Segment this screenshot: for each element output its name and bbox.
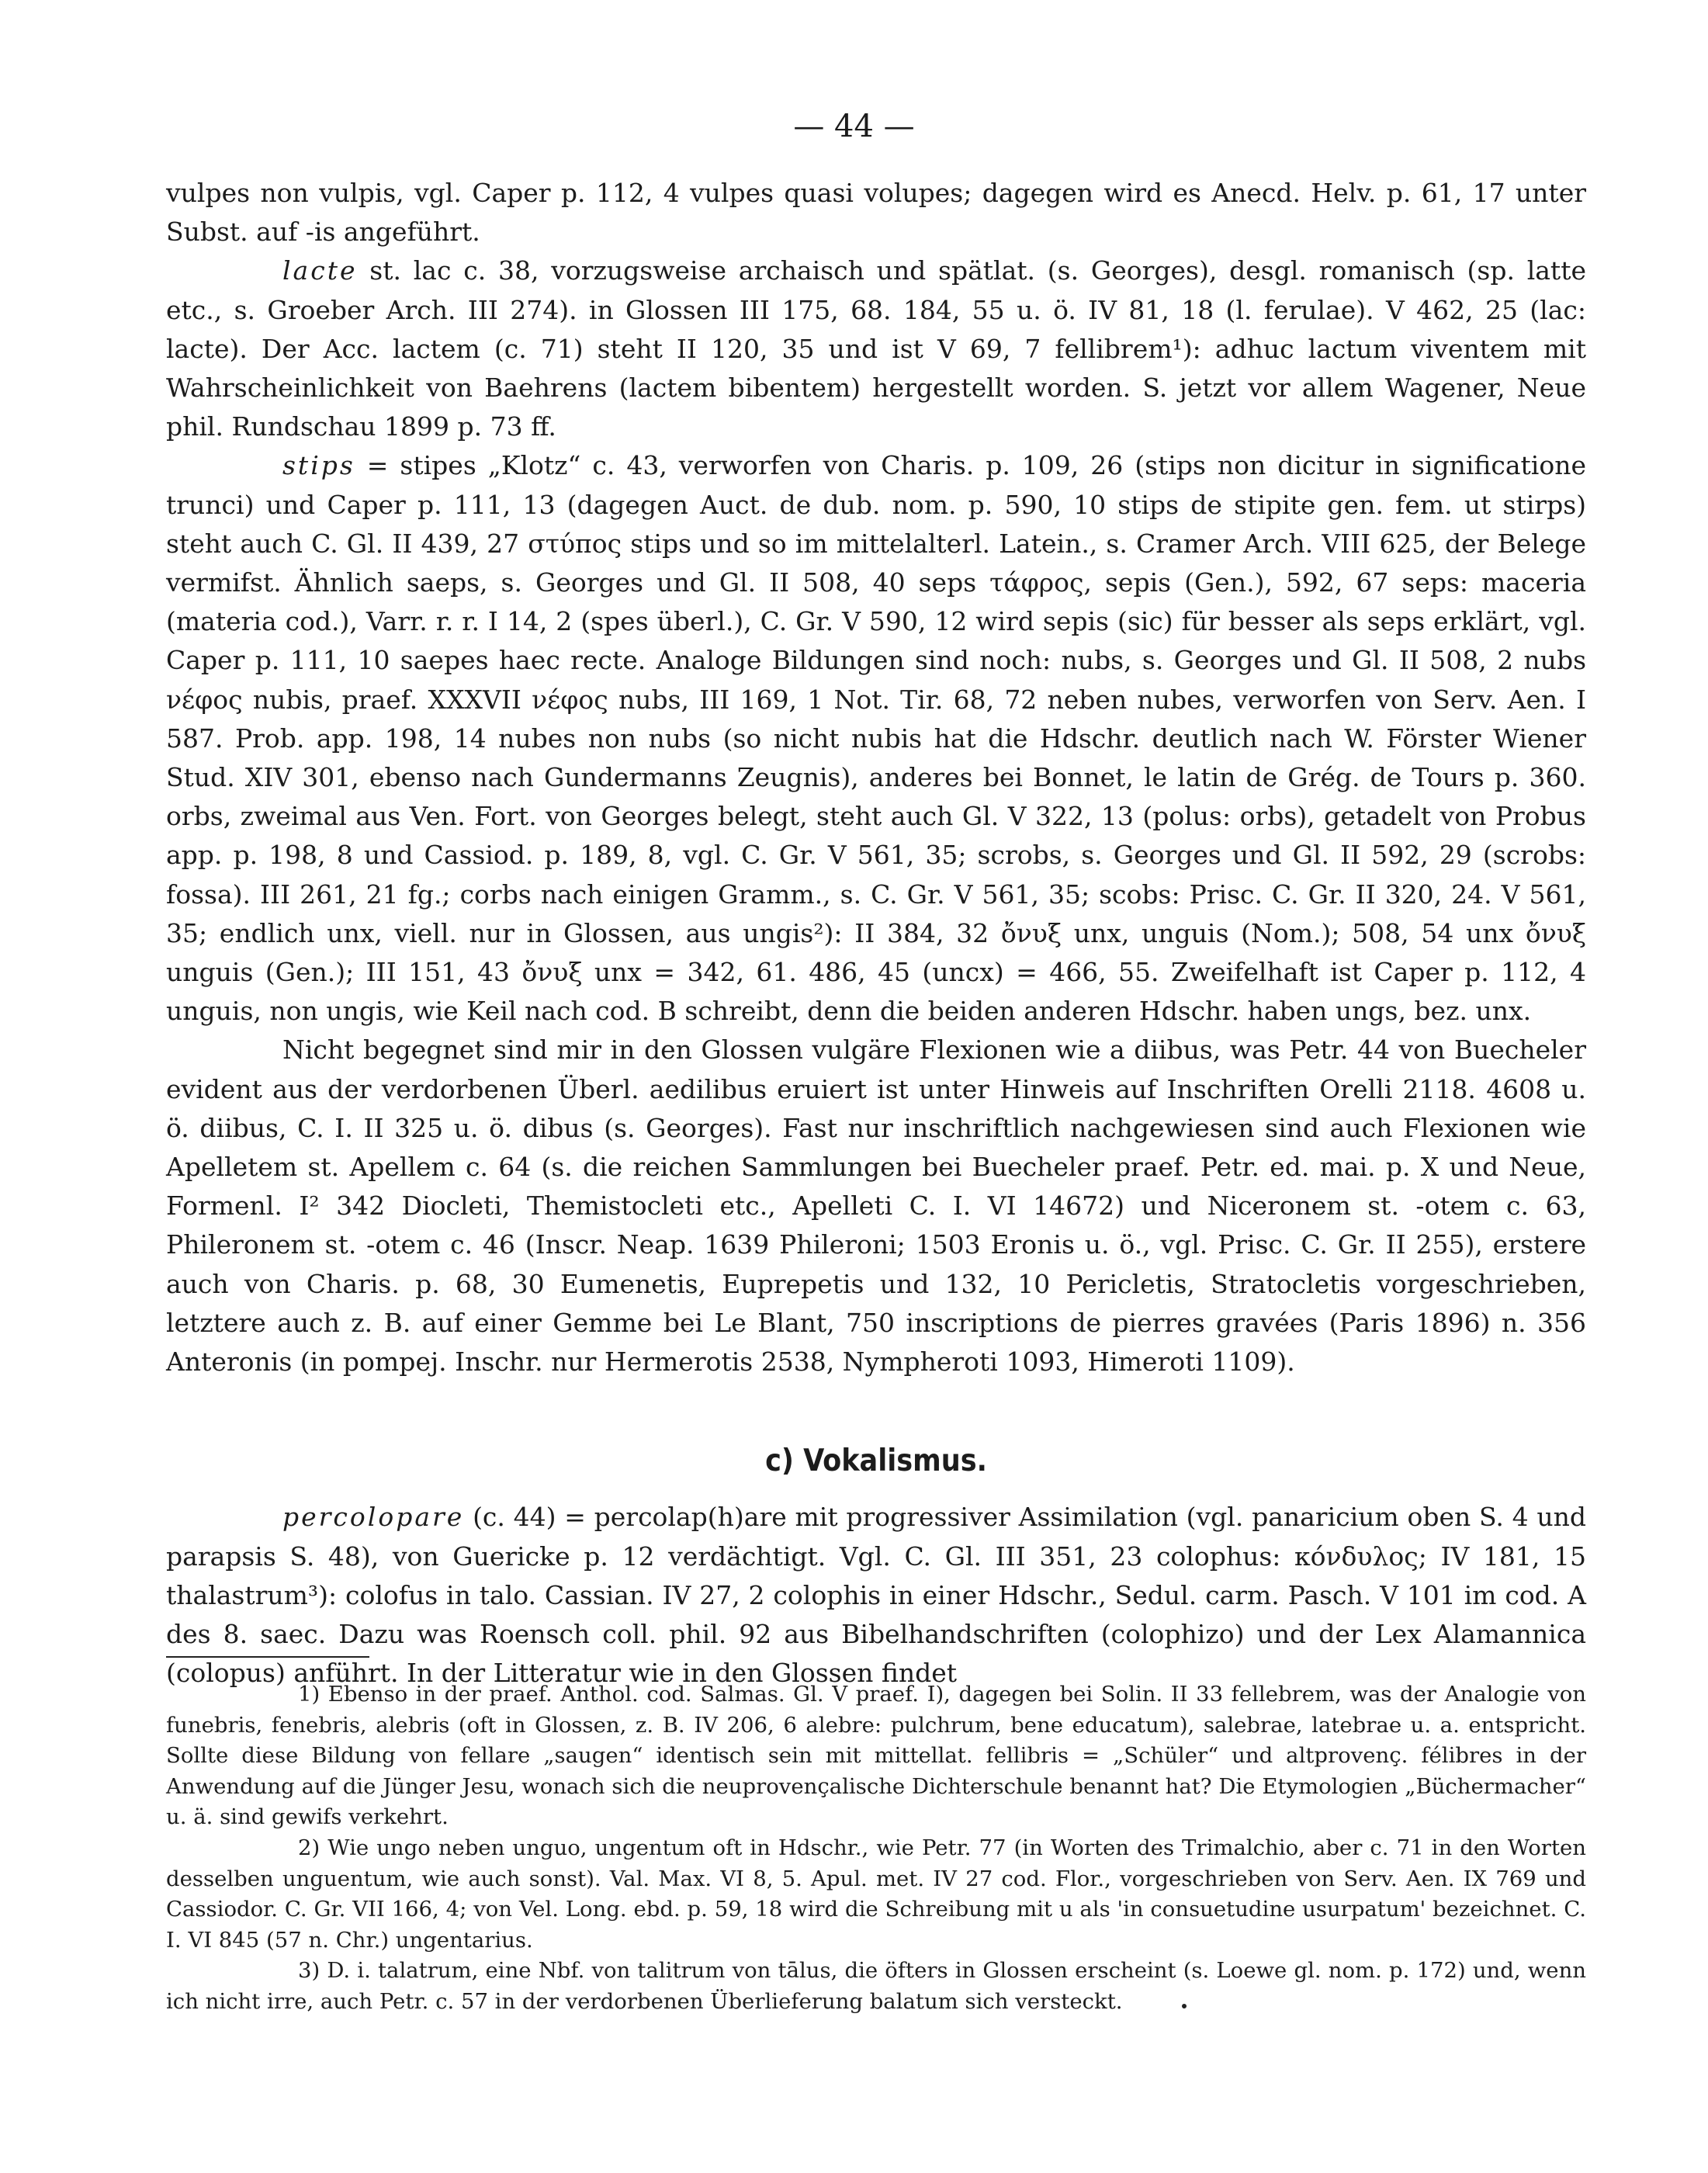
section-heading: c) Vokalismus. — [765, 1443, 987, 1479]
paragraph-stips — [166, 446, 1586, 1031]
paragraph-percolopare — [166, 1498, 1586, 1693]
footnote-1: 1) Ebenso in der praef. Anthol. cod. Salmas. Gl. V praef. I), dagegen bei Solin. II 33 fellebrem, was der Analogie von funebris, fenebris, alebris (oft in Glossen, z. B. IV 206, 6 alebre: pulchrum, bene educatum), salebrae, latebrae u. a. entspricht. Sollte diese Bildung von fellare „saugen“ identisch sein mit mittellat. fellibris = „Schüler“ und altprovenç. félibres in der Anwendung auf die Jünger Jesu, wonach sich die neuprovençalische Dichterschule benannt hat? Die Etymologien „Büchermacher“ u. ä. sind gewifs verkehrt. — [166, 1682, 1586, 1830]
footnote-3: 3) D. i. talatrum, eine Nbf. von talitrum von tālus, die öfters in Glossen erscheint (s. Loewe gl. nom. p. 172) und, wenn ich nicht irre, auch Petr. c. 57 in der verdorbenen Überlieferung balatum sich versteckt. — [166, 1958, 1586, 2014]
page-number: — 44 — — [793, 109, 915, 144]
paragraph-flexionen: Nicht begegnet sind mir in den Glossen vulgäre Flexionen wie a diibus, was Petr. 44 von Buecheler evident aus der verdorbenen Überl. aedilibus eruiert ist unter Hinweis auf Inschriften Orelli 2118. 4608 u. ö. diibus, C. I. II 325 u. ö. dibus (s. Georges). Fast nur inschriftlich nachgewiesen sind auch Flexionen wie Apelletem st. Apellem c. 64 (s. die reichen Sammlungen bei Buecheler praef. Petr. ed. mai. p. X und Neue, Formenl. I² 342 Diocleti, Themistocleti etc., Apelleti C. I. VI 14672) und Niceronem st. -otem c. 63, Phileronem st. -otem c. 46 (Inscr. Neap. 1639 Phileroni; 1503 Eronis u. ö., vgl. Prisc. C. Gr. II 255), erstere auch von Charis. p. 68, 30 Eumenetis, Euprepetis und 132, 10 Pericletis, Stratocletis vorgeschrieben, letztere auch z. B. auf einer Gemme bei Le Blant, 750 inscriptions de pierres gravées (Paris 1896) n. 356 Anteronis (in pompej. Inschr. nur Hermerotis 2538, Nympheroti 1093, Himeroti 1109). — [166, 1035, 1586, 1378]
paragraph-vulpes: vulpes non vulpis, vgl. Caper p. 112, 4 vulpes quasi volupes; dagegen wird es Anecd. Helv. p. 61, 17 unter Subst. auf -is angeführt. — [166, 178, 1586, 248]
term-stips: stips — [282, 450, 355, 481]
footnote-rule — [166, 1656, 369, 1658]
term-lacte: lacte — [282, 255, 358, 286]
footnote-2: 2) Wie ungo neben unguo, ungentum oft in Hdschr., wie Petr. 77 (in Worten des Trimalchio, aber c. 71 in den Worten desselben unguentum, wie auch sonst). Val. Max. VI 8, 5. Apul. met. IV 27 cod. Flor., vorgeschrieben von Serv. Aen. IX 769 und Cassiodor. C. Gr. VII 166, 4; von Vel. Long. ebd. p. 59, 18 wird die Schreibung mit u als 'in consuetudine usurpatum' bezeichnet. C. I. VI 845 (57 n. Chr.) ungentarius. — [166, 1835, 1586, 1953]
term-percolopare: percolopare — [282, 1502, 465, 1533]
paragraph-stips-text: = stipes „Klotz“ c. 43, verworfen von Charis. p. 109, 26 (stips non dicitur in significatione trunci) und Caper p. 111, 13 (dagegen Auct. de dub. nom. p. 590, 10 stips de stipite gen. fem. ut stirps) steht auch C. Gl. II 439, 27 στύπος stips und so im mittelalterl. Latein., s. Cramer Arch. VIII 625, der Belege vermifst. Ähnlich saeps, s. Georges und Gl. II 508, 40 seps τάφρος, sepis (Gen.), 592, 67 seps: maceria (materia cod.), Varr. r. r. I 14, 2 (spes überl.), C. Gr. V 590, 12 wird sepis (sic) für besser als seps erklärt, vgl. Caper p. 111, 10 saepes haec recte. Analoge Bildungen sind noch: nubs, s. Georges und Gl. II 508, 2 nubs νέφος nubis, praef. XXXVII νέφος nubs, III 169, 1 Not. Tir. 68, 72 neben nubes, verworfen von Serv. Aen. I 587. Prob. app. 198, 14 nubes non nubs (so nicht nubis hat die Hdschr. deutlich nach W. Förster Wiener Stud. XIV 301, ebenso nach Gundermanns Zeugnis), anderes bei Bonnet, le latin de Grég. de Tours p. 360. orbs, zweimal aus Ven. Fort. von Georges belegt, steht auch Gl. V 322, 13 (polus: orbs), getadelt von Probus app. p. 198, 8 und Cassiod. p. 189, 8, vgl. C. Gr. V 561, 35; scrobs, s. Georges und Gl. II 592, 29 (scrobs: fossa). III 261, 21 fg.; corbs nach einigen Gramm., s. C. Gr. V 561, 35; scobs: Prisc. C. Gr. II 320, 24. V 561, 35; endlich unx, viell. nur in Glossen, aus ungis²): II 384, 32 ὄνυξ unx, unguis (Nom.); 508, 54 unx ὄνυξ unguis (Gen.); III 151, 43 ὄνυξ unx = 342, 61. 486, 45 (uncx) = 466, 55. Zweifelhaft ist Caper p. 112, 4 unguis, non ungis, wie Keil nach cod. B schreibt, denn die beiden anderen Hdschr. haben ungs, bez. unx. — [166, 450, 1587, 1027]
main-text — [166, 174, 1586, 1693]
paragraph-percolopare-text: (c. 44) = percolap(h)are mit progressiver Assimilation (vgl. panaricium oben S. 4 und parapsis S. 48), von Guericke p. 12 verdächtigt. Vgl. C. Gl. III 351, 23 colophus: κόνδυλος; IV 181, 15 thalastrum³): colofus in talo. Cassian. IV 27, 2 colophis in einer Hdschr., Sedul. carm. Pasch. V 101 im cod. A des 8. saec. Dazu was Roensch coll. phil. 92 aus Bibelhandschriften (colophizo) und der Lex Alamannica (colopus) anführt. In der Litteratur wie in den Glossen findet — [166, 1502, 1586, 1689]
paragraph-lacte-text: st. lac c. 38, vorzugsweise archaisch und spätlat. (s. Georges), desgl. romanisch (sp. latte etc., s. Groeber Arch. III 274). in Glossen III 175, 68. 184, 55 u. ö. IV 81, 18 (l. ferulae). V 462, 25 (lac: lacte). Der Acc. lactem (c. 71) steht II 120, 35 und ist V 69, 7 fellibrem¹): adhuc lactum viventem mit Wahrscheinlichkeit von Baehrens (lactem bibentem) hergestellt worden. S. jetzt vor allem Wagener, Neue phil. Rundschau 1899 p. 73 ff. — [166, 255, 1586, 442]
print-mark — [1182, 2004, 1187, 2008]
paragraph-lacte — [166, 251, 1586, 446]
footnotes — [166, 1679, 1586, 2018]
